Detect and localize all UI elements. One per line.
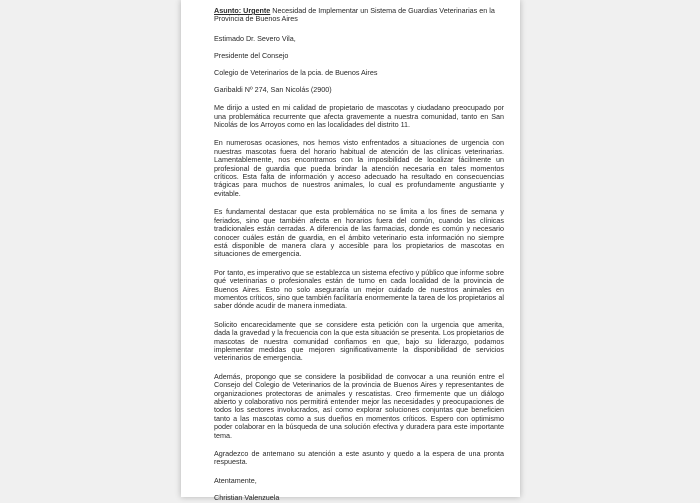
paragraph: Es fundamental destacar que esta problemática no se limita a los fines de semana y feriados, sino que también afecta en horarios fuera del común, cuando las clínicas tradicionales están cerradas. A diferencia de las farmacias, donde es común y necesario conocer cuáles están de guardia, en el ámbito veterinario esta información no siempre está disponible de manera clara y accesible para los propietarios de mascotas en situaciones de emergencia. — [214, 207, 504, 259]
paragraph: Además, propongo que se considere la posibilidad de convocar a una reunión entre el Consejo del Colegio de Veterinarios de la provincia de Buenos Aires y representantes de organizaciones protectoras de animales y rescatistas. Creo firmemente que un diálogo abierto y colaborativo nos permitirá entender mejor las necesidades y preocupaciones de todos los sectores involucrados, así como explorar soluciones conjuntas que beneficien tanto a las mascotas como a sus dueños en momentos críticos. Espero con optimismo poder colaborar en la búsqueda de una solución efectiva y duradera para este importante tema. — [214, 371, 504, 440]
letter-subject — [214, 7, 504, 24]
subject-text: Necesidad de Implementar un Sistema de Guardias Veterinarias en la Provincia de Buenos Aires — [214, 6, 495, 24]
paragraph: Me dirijo a usted en mi calidad de propietario de mascotas y ciudadano preocupado por una problemática recurrente que afecta gravemente a nuestra comunidad, tanto en San Nicolás de los Arroyos como en las localidades del distrito 11. — [214, 103, 504, 130]
paragraph: Solicito encarecidamente que se considere esta petición con la urgencia que amerita, dada la gravedad y la frecuencia con la que esta situación se presenta. Los propietarios de mascotas de nuestra comunidad confiamos en que, bajo su liderazgo, podamos implementar medidas que mejoren significativamente la disponibilidad de servicios veterinarios de emergencia. — [214, 319, 504, 363]
paragraph: Por tanto, es imperativo que se establezca un sistema efectivo y público que informe sobre qué veterinarias o profesionales están de turno en cada localidad de la provincia de Buenos Aires. Esto no solo aseguraría un mejor cuidado de nuestros animales en momentos críticos, sino que también facilitaría enormemente la tarea de los propietarios al saber dónde acudir de manera inmediata. — [214, 267, 504, 311]
recipient-title: Presidente del Consejo — [214, 50, 289, 60]
paragraph: En numerosas ocasiones, nos hemos visto enfrentados a situaciones de urgencia con nuestras mascotas fuera del horario habitual de atención de las clínicas veterinarias. Lamentablemente, nos encontramos con la imposibilidad de localizar fácilmente un profesional de guardia que pueda brindar la atención necesaria en tales momentos críticos. Esta falta de información y acceso adecuado ha resultado en consecuencias trágicas para muchos de nuestros animales, lo cual es profundamente angustiante y evitable. — [214, 138, 504, 198]
signature-name: Christian Valenzuela — [214, 493, 280, 503]
recipient-address: Garibaldi Nº 274, San Nicolás (2900) — [214, 84, 332, 94]
recipient-organization: Colegio de Veterinarios de la pcia. de Buenos Aires — [214, 67, 378, 77]
paragraph: Agradezco de antemano su atención a este asunto y quedo a la espera de una pronta respuesta. — [214, 449, 504, 467]
letter-body — [214, 7, 504, 503]
closing: Atentamente, — [214, 475, 257, 485]
subject-label: Asunto: Urgente — [214, 6, 271, 15]
document-page — [181, 0, 520, 503]
salutation: Estimado Dr. Severo Vila, — [214, 33, 296, 43]
